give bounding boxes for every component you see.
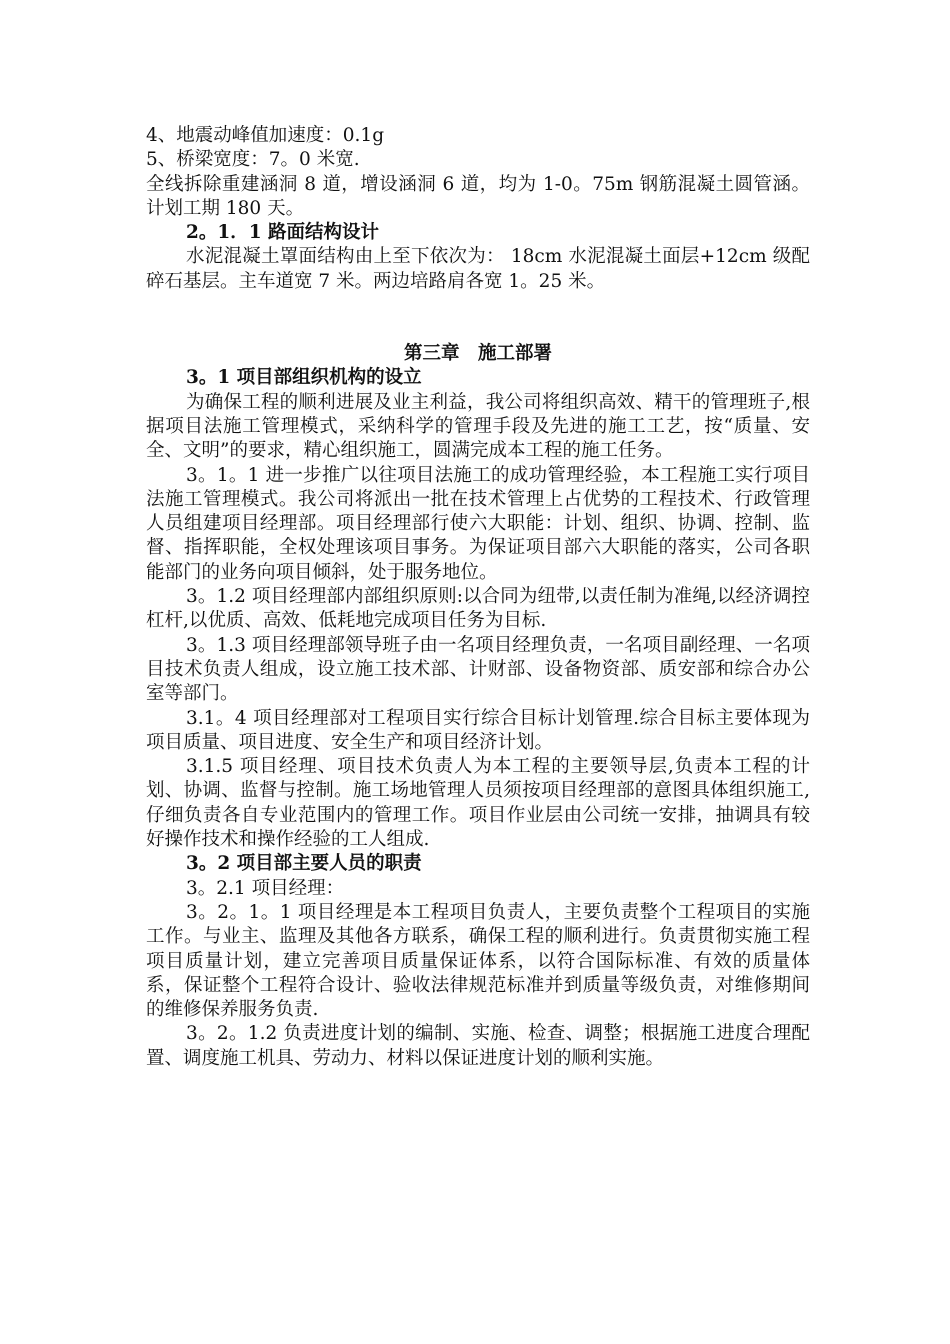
item-seismic: 4、地震动峰值加速度：0.1g <box>146 125 385 146</box>
culvert-paragraph: 全线拆除重建涵洞 8 道，增设涵洞 6 道，均为 1-0。75m 钢筋混凝土圆管涵。计划工期 180 天。 <box>146 173 810 219</box>
paragraph-3-1: 为确保工程的顺利进展及业主利益，我公司将组织高效、精干的管理班子,根据项目法施工管理模式，采纳科学的管理手段及先进的施工工艺，按“质量、安全、文明”的要求，精心组织施工，圆满完成本工程的施工任务。 <box>146 391 810 462</box>
heading-3-1: 3。1 项目部组织机构的设立 <box>186 367 422 389</box>
paragraph-3-2-1-1: 3。2。1。1 项目经理是本工程项目负责人，主要负责整个工程项目的实施工作。与业主、监理及其他各方联系，确保工程的顺利进行。负责贯彻实施工程项目质量计划，建立完善项目质量保证体系，以符合国际标准、有效的质量体系，保证整个工程符合设计、验收法律规范标准并到质量等级负责，对维修期间的维修保养服务负责. <box>146 901 810 1021</box>
section-gap <box>146 294 810 342</box>
document-page <box>146 124 810 1071</box>
paragraph-3-1-1: 3。1。1 进一步推广以往项目法施工的成功管理经验，本工程施工实行项目法施工管理模式。我公司将派出一批在技术管理上占优势的工程技术、行政管理人员组建项目经理部。项目经理部行使六大职能：计划、组织、协调、控制、监督、指挥职能，全权处理该项目事务。为保证项目部六大职能的落实，公司各职能部门的业务向项目倾斜，处于服务地位。 <box>146 464 810 583</box>
paragraph-3-1-3: 3。1.3 项目经理部领导班子由一名项目经理负责，一名项目副经理、一名项目技术负责人组成，设立施工技术部、计财部、设备物资部、质安部和综合办公室等部门。 <box>146 634 810 705</box>
paragraph-3-2-1: 3。2.1 项目经理： <box>186 877 345 899</box>
heading-3-2: 3。2 项目部主要人员的职责 <box>186 853 422 875</box>
paragraph-3-1-2: 3。1.2 项目经理部内部组织原则:以合同为纽带,以责任制为准绳,以经济调控杠杆,以优质、高效、低耗地完成项目任务为目标. <box>146 586 810 632</box>
paragraph-3-1-5: 3.1.5 项目经理、项目技术负责人为本工程的主要领导层,负责本工程的计划、协调、监督与控制。施工场地管理人员须按项目经理部的意图具体组织施工,仔细负责各自专业范围内的管理工作。项目作业层由公司统一安排，抽调具有较好操作技术和操作经验的工人组成. <box>146 756 810 851</box>
chapter-title: 第三章 施工部署 <box>403 343 552 365</box>
heading-2-1-1: 2。1．1 路面结构设计 <box>186 222 380 244</box>
paragraph-3-2-1-2: 3。2。1.2 负责进度计划的编制、实施、检查、调整；根据施工进度合理配置、调度施工机具、劳动力、材料以保证进度计划的顺利实施。 <box>146 1023 810 1069</box>
item-bridge-width: 5、桥梁宽度：7。0 米宽. <box>146 149 360 171</box>
pavement-paragraph: 水泥混凝土罩面结构由上至下依次为： 18cm 水泥混凝土面层+12cm 级配碎石基层。主车道宽 7 米。两边培路肩各宽 1。25 米。 <box>146 246 810 292</box>
paragraph-3-1-4: 3.1。4 项目经理部对工程项目实行综合目标计划管理.综合目标主要体现为项目质量、项目进度、安全生产和项目经济计划。 <box>146 707 810 753</box>
